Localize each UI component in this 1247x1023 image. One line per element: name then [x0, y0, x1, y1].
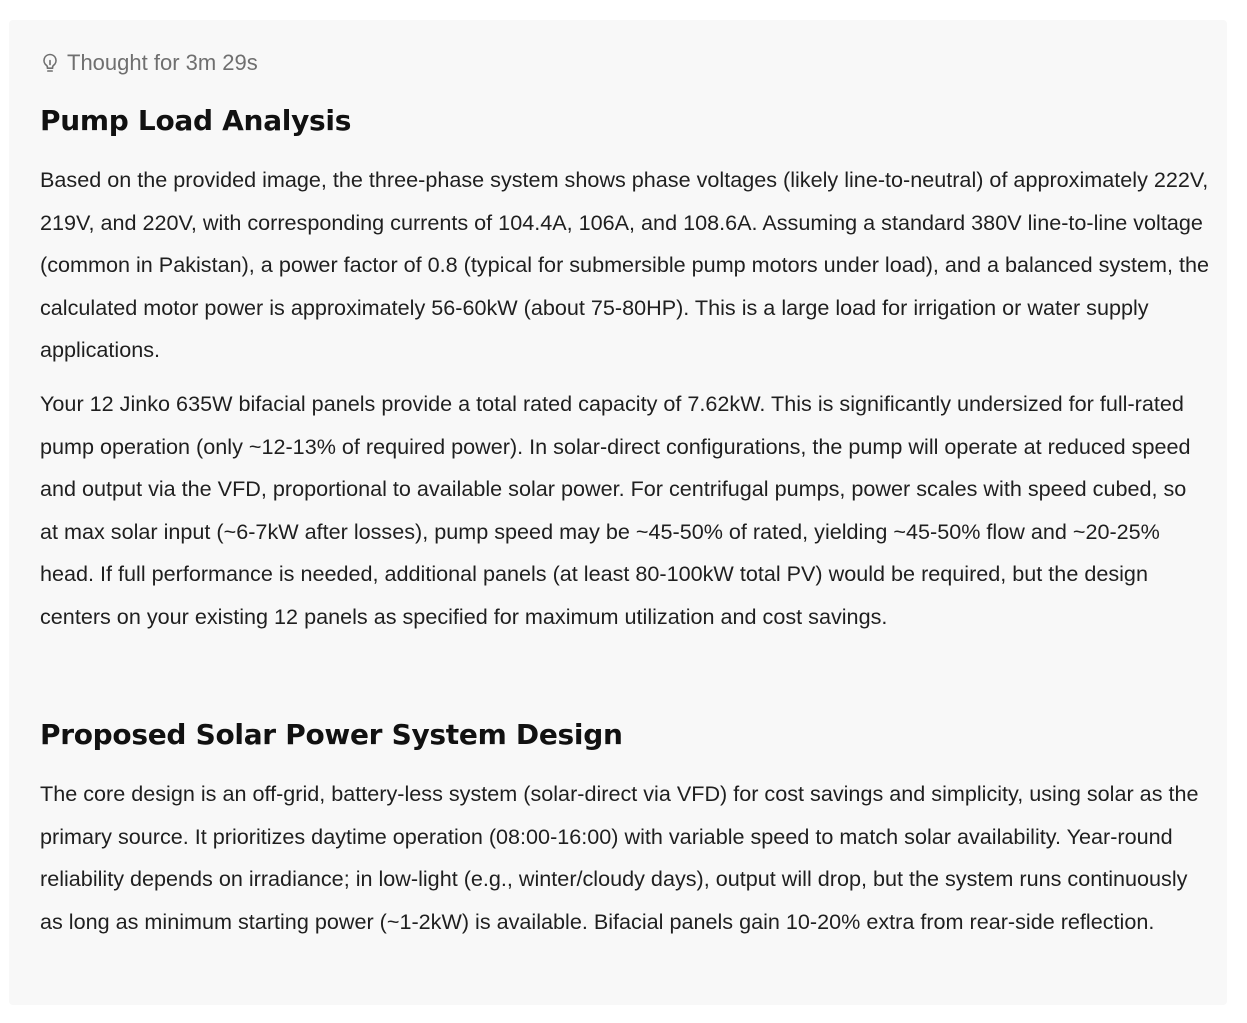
- assistant-response-card: [9, 20, 1227, 1005]
- lightbulb-icon: [40, 52, 60, 74]
- paragraph-pump-load-1: Based on the provided image, the three-phase system shows phase voltages (likely line-to-neutral) of approximately 222V, 219V, and 220V, with corresponding currents of 104.4A, 106A, and 108.6A. Assuming a standard 380V line-to-line voltage (common in Pakistan), a power factor of 0.8 (typical for submersible pump motors under load), and a balanced system, the calculated motor power is approximately 56-60kW (about 75-80HP). This is a large load for irrigation or water supply applications.: [40, 167, 1210, 362]
- section-heading-solar-design: Proposed Solar Power System Design: [40, 718, 623, 751]
- section-heading-pump-load: Pump Load Analysis: [40, 104, 352, 137]
- thought-label: Thought for 3m 29s: [67, 50, 258, 75]
- paragraph-solar-design-1: The core design is an off-grid, battery-less system (solar-direct via VFD) for cost savings and simplicity, using solar as the primary source. It prioritizes daytime operation (08:00-16:00) with variable speed to match solar availability. Year-round reliability depends on irradiance; in low-light (e.g., winter/cloudy days), output will drop, but the system runs continuously as long as minimum starting power (~1-2kW) is available. Bifacial panels gain 10-20% extra from rear-side reflection.: [40, 781, 1199, 934]
- thought-toggle[interactable]: [40, 50, 258, 76]
- paragraph-pump-load-2: Your 12 Jinko 635W bifacial panels provide a total rated capacity of 7.62kW. This is significantly undersized for full-rated pump operation (only ~12-13% of required power). In solar-direct configurations, the pump will operate at reduced speed and output via the VFD, proportional to available solar power. For centrifugal pumps, power scales with speed cubed, so at max solar input (~6-7kW after losses), pump speed may be ~45-50% of rated, yielding ~45-50% flow and ~20-25% head. If full performance is needed, additional panels (at least 80-100kW total PV) would be required, but the design centers on your existing 12 panels as specified for maximum utilization and cost savings.: [40, 391, 1191, 629]
